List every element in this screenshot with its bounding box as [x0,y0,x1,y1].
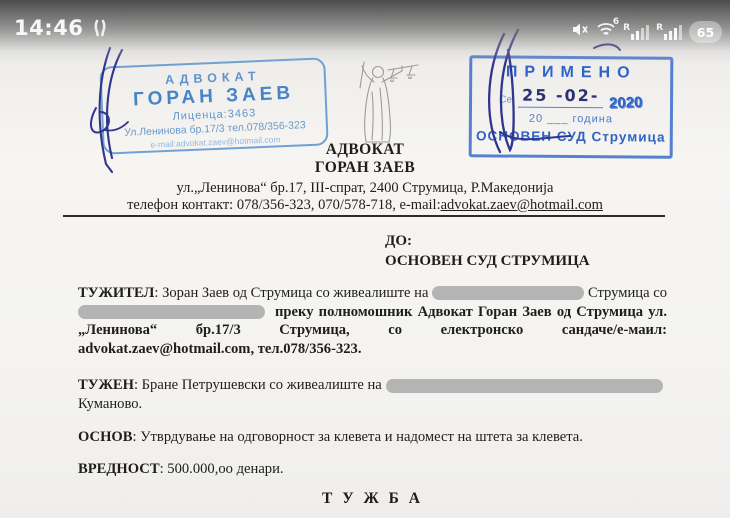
received-stamp-court: ОСНОВЕН СУД Струмица [476,128,666,145]
plaintiff-line3: „Ленинова“ бр.17/3 Струмица, со електронско сандаче/е-маил: [78,322,667,339]
basis-label: ОСНОВ [78,428,133,445]
signal-bars-r-icon-2 [656,24,682,40]
redaction-bar [386,379,663,393]
roaming-label-2: R [656,23,663,33]
plaintiff-line1: ТУЖИТЕЛ : Зоран Заев од Струмица со живеалиште на Струмица со [78,285,667,301]
basis-paragraph: ОСНОВ: Утврдување на одговорност за клевета и надомест на штета за клевета. [78,428,583,445]
status-bar [0,0,730,64]
lawyer-stamp-licence: Лиценца:3463 [172,107,257,123]
letterhead-address: ул.„Ленинова“ бр.17, III-спрат, 2400 Струмица, Р.Македонија [176,180,554,196]
battery-indicator: 65 [689,21,722,43]
recipient-block [385,231,590,271]
plaintiff-line4: advokat.zaev@hotmail.com, тел.078/356-323. [78,340,362,357]
signature-left [84,46,156,174]
plaintiff-line2: преку полномошник Адвокат Горан Заев од Струмица ул. [78,303,667,322]
vibrate-icon [92,19,108,42]
received-stamp-yearline: 20 ___ година [528,112,614,126]
received-stamp-prefix: Се [499,94,513,106]
lawyer-stamp-email: e-mail:advokat.zaev@hotmail.com [150,134,281,150]
letterhead-title: АДВОКАТ [325,141,405,158]
letterhead-name: ГОРАН ЗАЕВ [314,159,416,176]
document-body [78,284,667,508]
wifi-icon [596,17,620,43]
document-title: Т У Ж Б А [322,489,423,507]
defendant-line2: Куманово. [78,395,143,412]
recipient-court: ОСНОВЕН СУД СТРУМИЦА [385,253,590,269]
plaintiff-label: ТУЖИТЕЛ [78,285,155,301]
value-paragraph: ВРЕДНОСТ: 500.000,оо денари. [78,461,284,478]
lawyer-stamp-title: АДВОКАТ [164,69,261,88]
clock: 14:46 [14,16,84,40]
mute-icon [571,21,589,43]
redaction-bar [432,286,583,300]
lady-justice-emblem [336,58,426,146]
defendant-paragraph [78,376,667,413]
defendant-label: ТУЖЕН [78,377,134,394]
wifi-6-label: 6 [612,17,620,27]
received-stamp-title: ПРИМЕНО [505,63,637,82]
letterhead-email: advokat.zaev@hotmail.com [440,197,603,213]
redaction-bar [78,305,265,319]
plaintiff-paragraph [78,284,667,358]
received-year: 2020 [609,93,644,112]
status-icons [571,17,722,43]
signal-bars-r-icon [623,24,649,40]
letterhead-divider [63,215,665,217]
received-date: 25 -02- [518,86,604,109]
roaming-label-1: R [623,23,631,33]
lawyer-stamp-name: ГОРАН ЗАЕВ [132,82,295,111]
to-label: ДО: [385,233,412,249]
letterhead-contact: телефон контакт: 078/356-323, 070/578-718, e-mail:advokat.zaev@hotmail.com [127,197,603,213]
defendant-line1: ТУЖЕН : Бране Петрушевски со живеалиште на [78,376,667,395]
value-label: ВРЕДНОСТ [78,461,160,478]
lawyer-stamp-address: Ул.Ленинова бр.17/3 тел.078/356-323 [123,119,306,139]
